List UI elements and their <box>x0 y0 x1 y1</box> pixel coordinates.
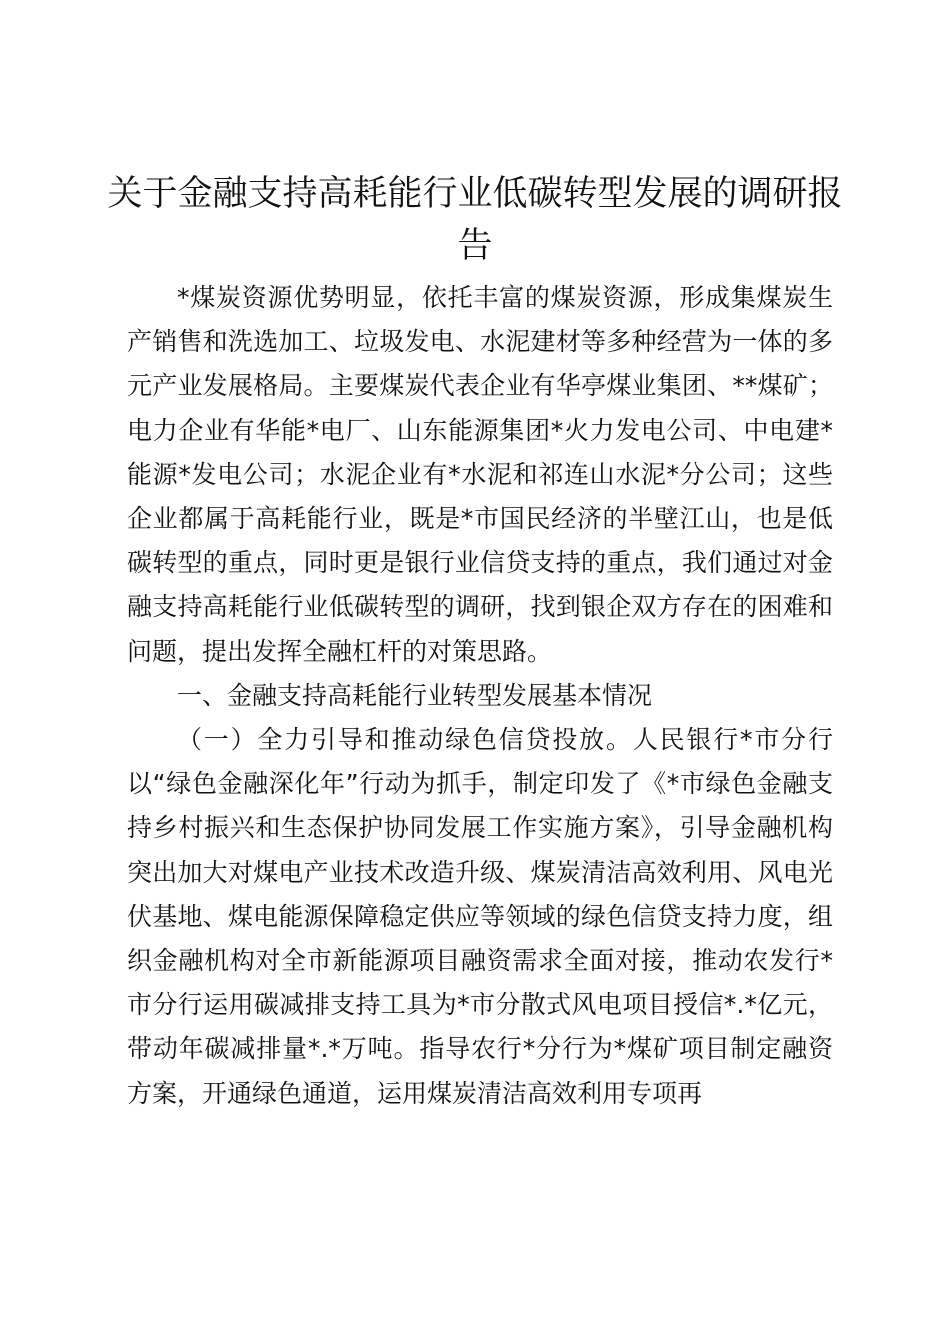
paragraph-green-credit: （一）全力引导和推动绿色信贷投放。人民银行*市分行以“绿色金融深化年”行动为抓手，制定印发了《*市绿色金融支持乡村振兴和生态保护协同发展工作实施方案》，引导金融机构突出加大对煤电产业技术改造升级、煤炭清洁高效利用、风电光伏基地、煤电能源保障稳定供应等领域的绿色信贷支持力度，组织金融机构对全市新能源项目融资需求全面对接，推动农发行*市分行运用碳减排支持工具为*市分散式风电项目授信*.*亿元，带动年碳减排量*.*万吨。指导农行*分行为*煤矿项目制定融资方案，开通绿色通道，运用煤炭清洁高效利用专项再 <box>127 725 833 1108</box>
paragraph-intro: *煤炭资源优势明显，依托丰富的煤炭资源，形成集煤炭生产销售和洗选加工、垃圾发电、水泥建材等多种经营为一体的多元产业发展格局。主要煤炭代表企业有华亭煤业集团、**煤矿；电力企业有华能*电厂、山东能源集团*火力发电公司、中电建*能源*发电公司；水泥企业有*水泥和祁连山水泥*分公司；这些企业都属于高耗能行业，既是*市国民经济的半壁江山，也是低碳转型的重点，同时更是银行业信贷支持的重点，我们通过对金融支持高耗能行业低碳转型的调研，找到银企双方存在的困难和问题，提出发挥全融杠杆的对策思路。 <box>127 283 833 666</box>
document-body <box>127 276 833 1116</box>
document-title: 关于金融支持高耗能行业低碳转型发展的调研报告 <box>107 174 843 266</box>
section-heading: 一、金融支持高耗能行业转型发展基本情况 <box>177 680 653 710</box>
